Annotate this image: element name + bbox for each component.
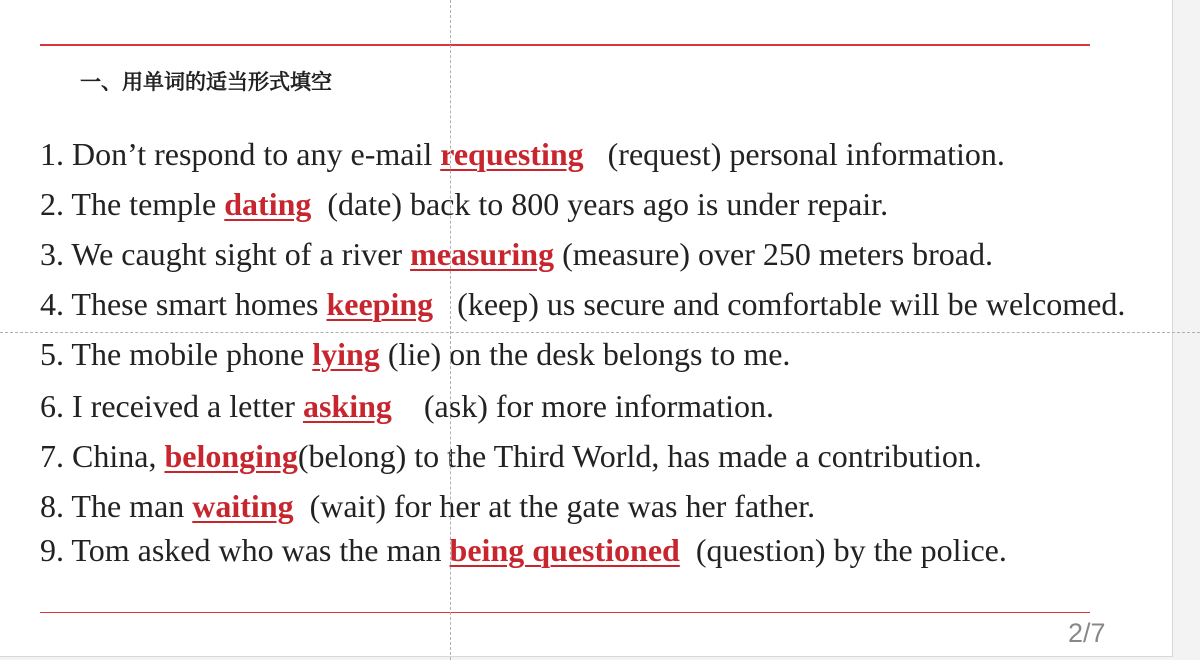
question-text: 1. Don’t respond to any e-mail: [40, 136, 441, 172]
question-hint: (ask) for more information.: [391, 388, 774, 424]
question-hint: (request) personal information.: [583, 136, 1005, 172]
question-text: 4. These smart homes: [40, 286, 327, 322]
question-text: 5. The mobile phone: [40, 336, 313, 372]
answer-text: belonging: [164, 438, 298, 474]
vertical-guide-line: [450, 0, 451, 660]
answer-text: being questioned: [449, 532, 680, 568]
question-8: [40, 488, 815, 524]
answer-text: keeping: [326, 286, 434, 322]
question-2: [40, 186, 888, 222]
question-hint: (belong) to the Third World, has made a contribution.: [297, 438, 982, 474]
section-title: 一、用单词的适当形式填空: [80, 70, 332, 94]
question-9: [40, 532, 1007, 568]
question-text: 8. The man: [40, 488, 193, 524]
answer-text: measuring: [410, 236, 555, 272]
answer-text: dating: [224, 186, 312, 222]
horizontal-guide-line: [0, 332, 1200, 333]
answer-text: asking: [302, 388, 392, 424]
question-5: [40, 336, 790, 372]
question-text: 6. I received a letter: [40, 388, 303, 424]
question-7: [40, 438, 982, 474]
question-hint: (keep) us secure and comfortable will be welcomed.: [433, 286, 1126, 322]
question-3: [40, 236, 993, 272]
question-text: 7. China,: [40, 438, 165, 474]
question-hint: (measure) over 250 meters broad.: [554, 236, 993, 272]
answer-text: requesting: [440, 136, 584, 172]
question-text: 9. Tom asked who was the man: [40, 532, 450, 568]
question-1: [40, 136, 1005, 172]
question-4: [40, 286, 1125, 322]
question-hint: (question) by the police.: [679, 532, 1007, 568]
page-number: 2/7: [1068, 618, 1106, 648]
question-text: 3. We caught sight of a river: [40, 236, 411, 272]
question-hint: (date) back to 800 years ago is under repair.: [311, 186, 889, 222]
question-text: 2. The temple: [40, 186, 225, 222]
answer-text: lying: [312, 336, 380, 372]
answer-text: waiting: [192, 488, 294, 524]
top-divider: [40, 44, 1090, 46]
question-hint: (lie) on the desk belongs to me.: [379, 336, 791, 372]
bottom-divider: [40, 612, 1090, 613]
question-hint: (wait) for her at the gate was her father.: [293, 488, 816, 524]
question-6: [40, 388, 774, 424]
